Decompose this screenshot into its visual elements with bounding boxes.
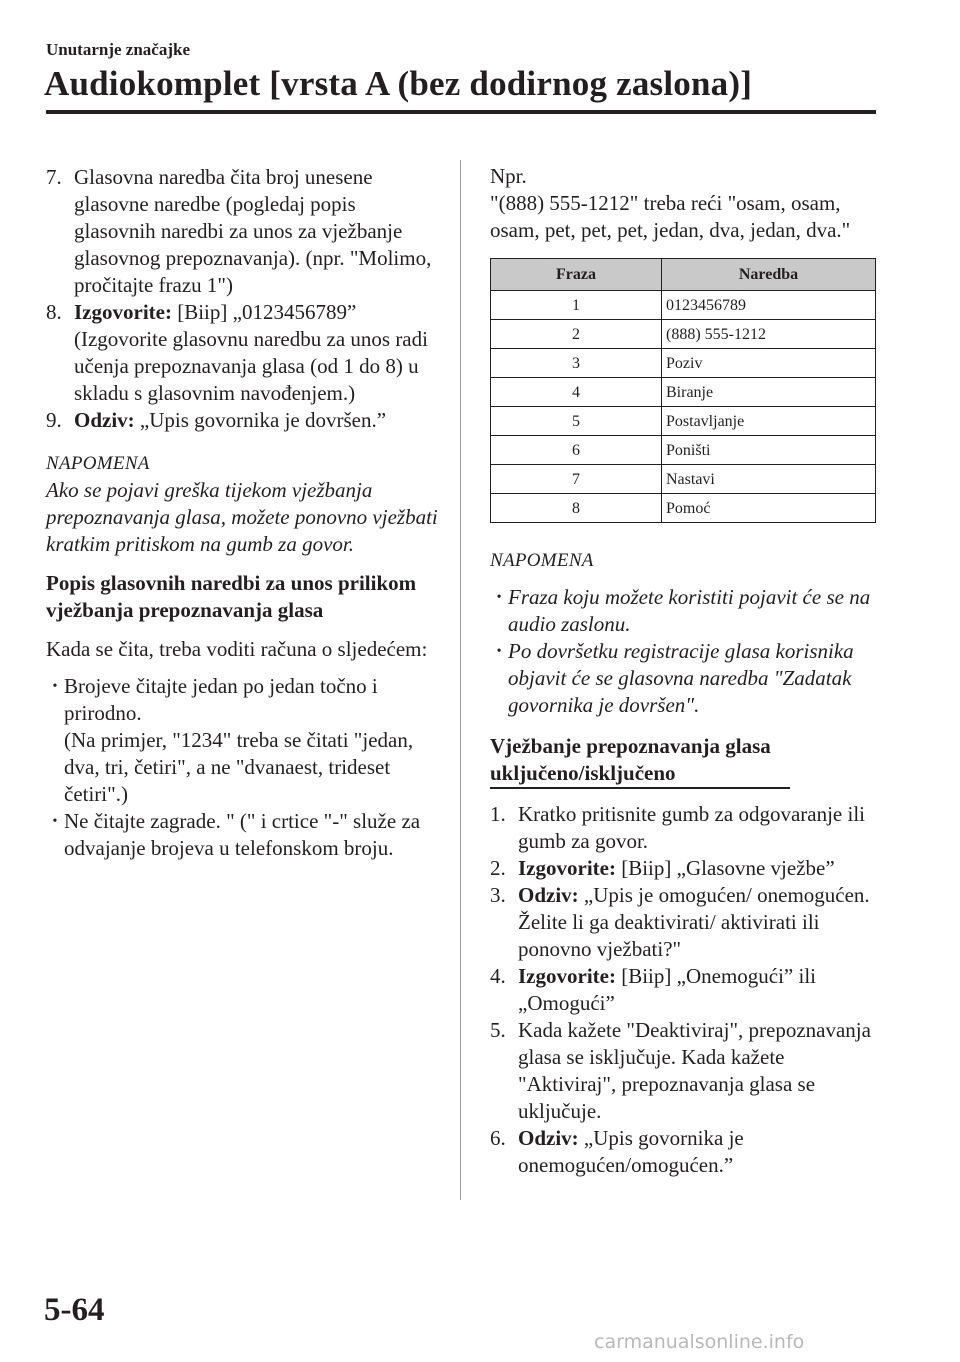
step-text: Kratko pritisnite gumb za odgovaranje ili gumb za govor. [518, 802, 865, 853]
step-text: Izgovorite: [Biip] „0123456789” (Izgovorite glasovnu naredbu za unos radi učenja prepoznavanja glasa (od 1 do 8) u skladu s glasovnim navođenjem.) [74, 300, 428, 405]
intro-text: Kada se čita, treba voditi računa o sljedećem: [46, 637, 428, 661]
step-4 [490, 963, 878, 1017]
step-text: Odziv: „Upis govornika je dovršen.” [74, 408, 387, 432]
step-text: Glasovna naredba čita broj unesene glasovne naredbe (pogledaj popis glasovnih naredbi za unos za vježbanje glasovnog prepoznavanja). (npr. "Molimo, pročitajte frazu 1") [74, 165, 432, 297]
command-cell: Poništi [662, 436, 876, 465]
phrase-cell: 6 [491, 436, 662, 465]
table-row [491, 349, 876, 378]
toggle-steps [490, 801, 878, 1179]
step-number: 1. [490, 802, 506, 826]
list-heading: Popis glasovnih naredbi za unos prilikom vježbanja prepoznavanja glasa [46, 571, 417, 622]
watermark: carmanualsonline.info [594, 1331, 805, 1353]
step-6 [490, 1125, 878, 1179]
step-number: 5. [490, 1018, 506, 1042]
page-title: Audiokomplet [vrsta A (bez dodirnog zaslona)] [44, 64, 753, 103]
header-rule [46, 110, 876, 114]
command-cell: Postavljanje [662, 407, 876, 436]
phrase-cell: 7 [491, 465, 662, 494]
phrase-cell: 5 [491, 407, 662, 436]
column-divider [460, 160, 461, 1200]
phrase-cell: 4 [491, 378, 662, 407]
note-heading: NAPOMENA [490, 550, 594, 571]
bullet-icon: • [52, 679, 58, 694]
right-column [490, 163, 878, 1179]
section-label: Unutarnje značajke [46, 40, 191, 59]
column-header: Fraza [491, 259, 662, 291]
phrase-cell: 1 [491, 291, 662, 320]
command-table [490, 258, 876, 523]
command-cell: (888) 555-1212 [662, 320, 876, 349]
column-header: Naredba [662, 259, 876, 291]
list-item: • Po dovršetku registracije glasa korisnika objavit će se glasovna naredba "Zadatak govornika je dovršen". [490, 638, 878, 719]
phrase-cell: 3 [491, 349, 662, 378]
step-number: 9. [46, 408, 62, 432]
list-item: • Brojeve čitajte jedan po jedan točno i prirodno. (Na primjer, "1234" treba se čitati "jedan, dva, tri, četiri", a ne "dvanaest, trideset četiri".) [46, 673, 446, 808]
step-5 [490, 1017, 878, 1125]
step-7 [46, 164, 446, 299]
step-text: Odziv: „Upis je omogućen/ onemogućen. Želite li ga deaktivirati/ aktivirati ili ponovno vježbati?" [518, 883, 870, 961]
note-heading: NAPOMENA [46, 453, 150, 474]
step-text: Izgovorite: [Biip] „Glasovne vježbe” [518, 856, 835, 880]
step-text: Kada kažete "Deaktiviraj", prepoznavanja glasa se isključuje. Kada kažete "Aktiviraj", prepoznavanja glasa se uključuje. [518, 1018, 871, 1123]
step-8 [46, 299, 446, 407]
table-header-row [491, 259, 876, 291]
command-cell: Nastavi [662, 465, 876, 494]
list-item: • Fraza koju možete koristiti pojavit će se na audio zaslonu. [490, 584, 878, 638]
table-row [491, 436, 876, 465]
command-cell: 0123456789 [662, 291, 876, 320]
step-text: Izgovorite: [Biip] „Onemogući” ili „Omogući” [518, 964, 817, 1015]
table-row [491, 494, 876, 523]
command-cell: Poziv [662, 349, 876, 378]
bullet-icon: • [496, 590, 502, 605]
command-cell: Biranje [662, 378, 876, 407]
toggle-heading-wrap [490, 733, 790, 789]
bullet-icon: • [52, 814, 58, 829]
step-number: 3. [490, 883, 506, 907]
table-row [491, 320, 876, 349]
toggle-heading: Vježbanje prepoznavanja glasa uključeno/isključeno [490, 733, 790, 789]
step-1 [490, 801, 878, 855]
left-column [46, 163, 446, 862]
step-2 [490, 855, 878, 882]
note-text: Ako se pojavi greška tijekom vježbanja prepoznavanja glasa, možete ponovno vježbati kratkim pritiskom na gumb za govor. [46, 478, 438, 556]
page-number: 5-64 [44, 1292, 105, 1328]
step-number: 2. [490, 856, 506, 880]
table-row [491, 407, 876, 436]
table-row [491, 465, 876, 494]
table-row [491, 291, 876, 320]
phrase-cell: 8 [491, 494, 662, 523]
step-number: 7. [46, 165, 62, 189]
example-text: Npr. "(888) 555-1212" treba reći "osam, osam, osam, pet, pet, pet, jedan, dva, jedan, dva." [490, 164, 851, 242]
step-9 [46, 407, 446, 434]
table-row [491, 378, 876, 407]
list-item: • Ne čitajte zagrade. " (" i crtice "-" služe za odvajanje brojeva u telefonskom broju. [46, 808, 446, 862]
step-number: 8. [46, 300, 62, 324]
bullet-icon: • [496, 644, 502, 659]
step-number: 6. [490, 1126, 506, 1150]
command-cell: Pomoć [662, 494, 876, 523]
phrase-cell: 2 [491, 320, 662, 349]
step-text: Odziv: „Upis govornika je onemogućen/omogućen.” [518, 1126, 744, 1177]
step-number: 4. [490, 964, 506, 988]
step-3 [490, 882, 878, 963]
